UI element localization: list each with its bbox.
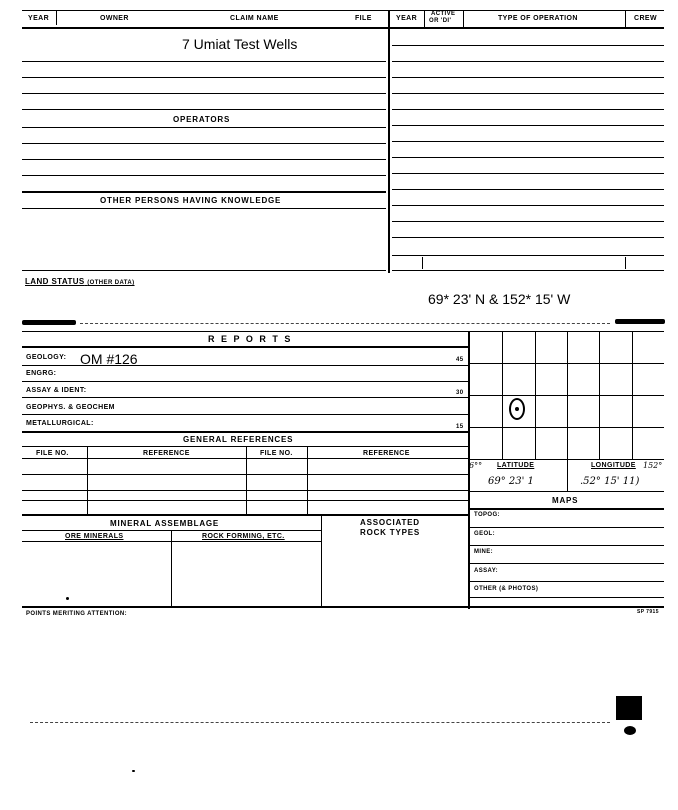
reports-bottom	[22, 431, 468, 433]
section-bottom	[22, 606, 664, 608]
ruled-line	[392, 189, 664, 190]
bottom-block	[616, 696, 642, 720]
reports-row-line	[22, 381, 468, 382]
gen-ref-row-line	[22, 490, 468, 491]
claim-name-value: 7 Umiat Test Wells	[182, 36, 298, 52]
ruled-line	[392, 45, 664, 46]
latitude-value: 69° 23' 1	[488, 476, 534, 487]
maps-title: MAPS	[552, 496, 579, 505]
stray-mark	[132, 770, 135, 772]
report-engrg-label: ENGRG:	[26, 370, 57, 377]
ruled-line	[392, 77, 664, 78]
bottom-dot	[624, 726, 636, 735]
maps-title-bottom	[468, 508, 664, 510]
gen-ref-col-3: FILE NO.	[260, 450, 293, 457]
ruled-line	[392, 125, 664, 126]
maps-mine: MINE:	[474, 549, 493, 555]
header-divider	[56, 11, 57, 25]
header-claim-name: CLAIM NAME	[230, 15, 279, 22]
gen-ref-col-1: FILE NO.	[36, 450, 69, 457]
ruled-line	[22, 93, 386, 94]
mineral-divider	[321, 514, 322, 606]
ruled-line	[392, 157, 664, 158]
latlon-bottom	[468, 491, 664, 492]
other-persons-label: OTHER PERSONS HAVING KNOWLEDGE	[100, 196, 282, 205]
report-metallurgical-label: METALLURGICAL:	[26, 420, 94, 427]
separator-dash	[80, 323, 610, 324]
ruled-line	[392, 270, 664, 271]
ruled-line	[392, 237, 664, 238]
maps-row-line	[468, 545, 664, 546]
bottom-dash	[30, 722, 610, 723]
longitude-value: .52° 15' 11)	[580, 476, 640, 487]
maps-row-line	[468, 581, 664, 582]
ruled-line	[392, 93, 664, 94]
associated-label-1: ASSOCIATED	[360, 518, 420, 527]
gen-ref-title-bottom	[22, 446, 468, 447]
top-form-border	[22, 10, 664, 11]
tape-smudge-right	[615, 319, 665, 324]
tape-smudge-left	[22, 320, 76, 325]
gen-ref-col-4: REFERENCE	[363, 450, 410, 457]
reports-row-line	[22, 365, 468, 366]
gen-ref-row-line	[22, 500, 468, 501]
report-geophys-label: GEOPHYS. & GEOCHEM	[26, 404, 115, 411]
ruled-line	[22, 208, 386, 209]
header-active-2: OR 'DI'	[429, 18, 452, 24]
ruled-line	[22, 175, 386, 176]
longitude-label: LONGITUDE	[591, 462, 636, 469]
land-status-text: LAND STATUS	[25, 277, 85, 286]
ruled-line	[392, 255, 664, 256]
tick	[422, 257, 423, 269]
gen-ref-bottom	[22, 514, 468, 516]
header-crew: CREW	[634, 15, 657, 22]
reports-row-line	[22, 414, 468, 415]
maps-geol: GEOL:	[474, 531, 495, 537]
ruled-line	[22, 159, 386, 160]
lon-right-note: 152°	[643, 461, 663, 470]
report-metallurgical-code: 15	[456, 424, 464, 430]
ruled-line	[22, 270, 386, 271]
header-year-2: YEAR	[396, 15, 418, 22]
grid-h	[468, 427, 664, 428]
gen-ref-header-bottom	[22, 458, 468, 459]
header-year: YEAR	[28, 15, 50, 22]
ruled-line	[22, 109, 386, 110]
gen-ref-col-divider	[246, 446, 247, 514]
gen-ref-col-divider	[87, 446, 88, 514]
mineral-assemblage-title: MINERAL ASSEMBLAGE	[110, 519, 220, 528]
header-file: FILE	[355, 15, 372, 22]
header-divider-3	[463, 11, 464, 27]
tick	[625, 257, 626, 269]
land-status-label	[25, 277, 135, 286]
ruled-line	[22, 191, 386, 193]
gen-ref-row-line	[22, 474, 468, 475]
ruled-line	[392, 221, 664, 222]
report-geology-value: OM #126	[80, 351, 138, 367]
ruled-line	[22, 143, 386, 144]
grid-h	[468, 363, 664, 364]
maps-row-line	[468, 597, 664, 598]
associated-label-2: ROCK TYPES	[360, 528, 421, 537]
latlon-divider	[567, 459, 568, 491]
latitude-label: LATITUDE	[497, 462, 535, 469]
report-assay-label: ASSAY & IDENT:	[26, 387, 87, 394]
ruled-line	[392, 141, 664, 142]
gen-ref-col-2: REFERENCE	[143, 450, 190, 457]
header-divider-4	[625, 11, 626, 27]
maps-topog: TOPOG:	[474, 512, 500, 518]
ruled-line	[392, 173, 664, 174]
ruled-line	[22, 61, 386, 62]
reports-row-line	[22, 397, 468, 398]
center-divider	[388, 11, 390, 273]
gen-ref-col-divider	[307, 446, 308, 514]
grid-h	[468, 395, 664, 396]
lat-left-note: 6°°	[469, 461, 483, 470]
grid-h	[468, 459, 664, 460]
ruled-line	[22, 77, 386, 78]
header-type-of-operation: TYPE OF OPERATION	[498, 15, 578, 22]
report-assay-code: 30	[456, 390, 464, 396]
reports-title-bottom	[22, 346, 468, 348]
report-geology-label: GEOLOGY:	[26, 354, 67, 361]
header-divider-2	[424, 11, 425, 27]
land-status-sub: (OTHER DATA)	[87, 280, 135, 286]
ruled-line	[22, 127, 386, 128]
coordinates-value: 69* 23' N & 152* 15' W	[428, 291, 571, 307]
location-grid	[468, 331, 664, 459]
header-owner: OWNER	[100, 15, 129, 22]
stray-mark	[66, 597, 69, 600]
form-code: SP 7915	[637, 609, 659, 615]
ruled-line	[392, 61, 664, 62]
location-marker-dot	[515, 407, 519, 411]
general-references-title: GENERAL REFERENCES	[183, 435, 294, 444]
maps-assay: ASSAY:	[474, 568, 499, 574]
header-active-1: ACTIVE	[431, 11, 456, 17]
ruled-line	[392, 109, 664, 110]
rock-forming-label: ROCK FORMING, ETC.	[202, 533, 285, 540]
header-row-bottom	[22, 27, 664, 29]
maps-row-line	[468, 563, 664, 564]
ruled-line	[392, 205, 664, 206]
points-meriting-label: POINTS MERITING ATTENTION:	[26, 611, 128, 617]
maps-other: OTHER (& PHOTOS)	[474, 586, 539, 592]
ore-minerals-label: ORE MINERALS	[65, 533, 124, 540]
report-geology-code: 45	[456, 357, 464, 363]
maps-row-line	[468, 527, 664, 528]
mineral-col-divider	[171, 530, 172, 606]
operators-label: OPERATORS	[173, 115, 231, 124]
reports-title: R E P O R T S	[208, 334, 293, 344]
